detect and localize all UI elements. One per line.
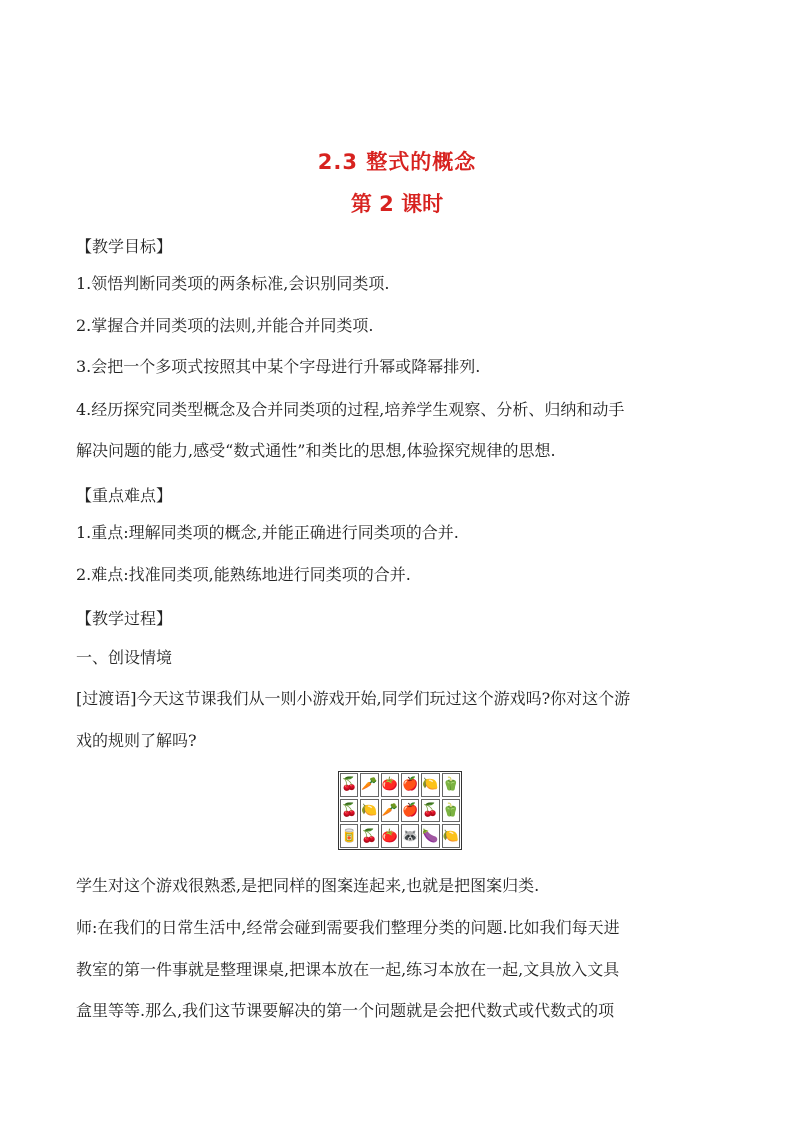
grid-cell-icon: 🍅: [381, 773, 399, 797]
goal-line: 解决问题的能力,感受“数式通性”和类比的思想,体验探究规律的思想.: [76, 441, 556, 460]
grid-cell-icon: 🍒: [421, 799, 439, 823]
section-heading-key-points: 【重点难点】: [76, 486, 173, 505]
grid-cell-icon: 🥕: [381, 799, 399, 823]
section-heading-goals: 【教学目标】: [76, 237, 173, 256]
goal-line: 1.领悟判断同类项的两条标准,会识别同类项.: [76, 274, 390, 293]
process-line: [过渡语]今天这节课我们从一则小游戏开始,同学们玩过这个游戏吗?你对这个游: [76, 689, 631, 708]
grid-cell-icon: 🍒: [340, 773, 358, 797]
grid-cell-icon: 🫑: [442, 799, 460, 823]
game-grid-image: [338, 771, 462, 850]
key-line: 1.重点:理解同类项的概念,并能正确进行同类项的合并.: [76, 523, 459, 542]
goal-line: 3.会把一个多项式按照其中某个字母进行升幂或降幂排列.: [76, 357, 481, 376]
grid-cell-icon: 🍋: [421, 773, 439, 797]
goal-line: 4.经历探究同类型概念及合并同类项的过程,培养学生观察、分析、归纳和动手: [76, 400, 625, 419]
grid-cell-icon: 🍒: [340, 799, 358, 823]
body-line: 学生对这个游戏很熟悉,是把同样的图案连起来,也就是把图案归类.: [76, 876, 540, 895]
grid-cell-icon: 🍋: [360, 799, 378, 823]
process-subheading: 一、创设情境: [76, 648, 173, 667]
grid-cell-icon: 🦝: [401, 824, 419, 848]
document-subtitle: 第 2 课时: [350, 192, 444, 216]
grid-cell-icon: 🍆: [421, 824, 439, 848]
grid-cell-icon: 🫑: [442, 773, 460, 797]
body-line: 盒里等等.那么,我们这节课要解决的第一个问题就是会把代数式或代数式的项: [76, 1001, 615, 1020]
grid-cell-icon: 🍎: [401, 773, 419, 797]
grid-cell-icon: 🍒: [360, 824, 378, 848]
grid-cell-icon: 🍋: [442, 824, 460, 848]
document-title: 2.3 整式的概念: [317, 150, 477, 174]
body-line: 师:在我们的日常生活中,经常会碰到需要我们整理分类的问题.比如我们每天进: [76, 918, 620, 937]
body-line: 教室的第一件事就是整理课桌,把课本放在一起,练习本放在一起,文具放入文具: [76, 960, 620, 979]
section-heading-process: 【教学过程】: [76, 609, 173, 628]
grid-cell-icon: 🥫: [340, 824, 358, 848]
grid-cell-icon: 🍎: [401, 799, 419, 823]
goal-line: 2.掌握合并同类项的法则,并能合并同类项.: [76, 316, 374, 335]
process-line: 戏的规则了解吗?: [76, 731, 197, 750]
grid-cell-icon: 🍅: [381, 824, 399, 848]
key-line: 2.难点:找准同类项,能熟练地进行同类项的合并.: [76, 565, 411, 584]
grid-cell-icon: 🥕: [360, 773, 378, 797]
